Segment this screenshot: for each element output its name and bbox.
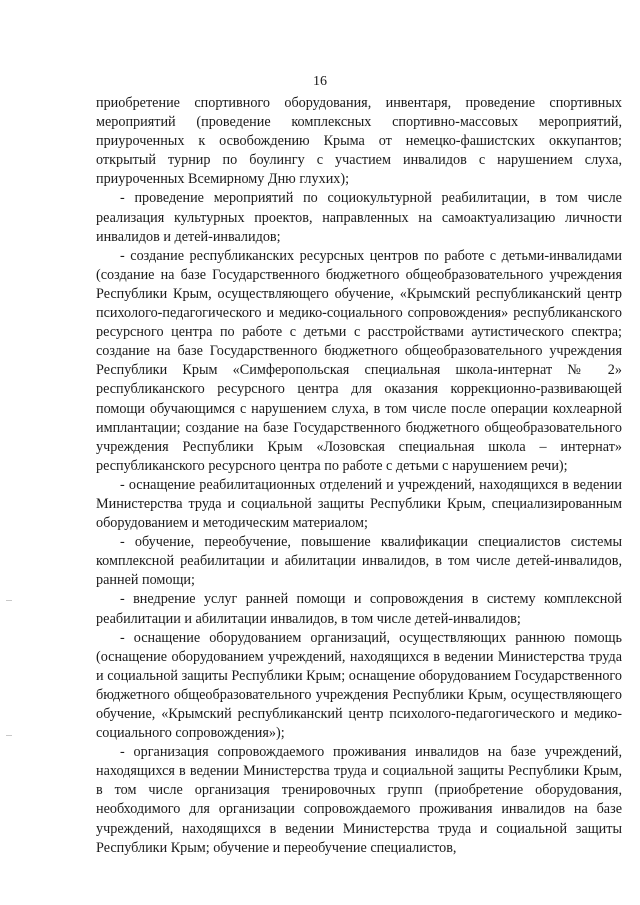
paragraph-sociocultural-rehabilitation: - проведение мероприятий по социокультурной реабилитации, в том числе реализация культурных проектов, направленных на самоактуализацию личности инвалидов и детей-инвалидов; xyxy=(96,190,622,245)
paragraph-specialist-training: - обучение, переобучение, повышение квалификации специалистов системы комплексной реабилитации и абилитации инвалидов, в том числе детей-инвалидов, ранней помощи; xyxy=(96,534,622,589)
paragraph-early-help-equipment: - оснащение оборудованием организаций, осуществляющих раннюю помощь (оснащение оборудованием учреждений, находящихся в ведении Министерства труда и социальной защиты Республики Крым; оснащение оборудованием Государственного бюджетного общеобразовательного учреждения Республики Крым, осуществляющего обучение, «Крымский республиканский центр психолого-педагогического и медико-социального сопровождения»); xyxy=(96,629,622,742)
scan-artifact xyxy=(6,735,12,736)
paragraph-resource-centers: - создание республиканских ресурсных центров по работе с детьми-инвалидами (создание на базе Государственного бюджетного общеобразовательного учреждения Республики Крым, осуществляющего обучение, «Крымский республиканский центр психолого-педагогического и медико-социального сопровождения» республиканского ресурсного центра по работе с детьми с расстройствами аутистического спектра; создание на базе Государственного бюджетного общеобразовательного учреждения Республики Крым «Симферопольская специальная школа-интернат № 2» республиканского ресурсного центра для оказания коррекционно-развивающей помощи обучающимся с нарушением слуха, в том числе после операции кохлеарной имплантации; создание на базе Государственного бюджетного общеобразовательного учреждения Республики Крым «Лозовская специальная школа – интернат» республиканского ресурсного центра по работе с детьми с нарушением речи); xyxy=(96,247,622,474)
page-number: 16 xyxy=(313,74,327,89)
paragraph-rehabilitation-equipment: - оснащение реабилитационных отделений и учреждений, находящихся в ведении Министерства труда и социальной защиты Республики Крым, специализированным оборудованием и методическим материалом; xyxy=(96,476,622,532)
scan-artifact xyxy=(6,600,12,601)
page-body xyxy=(96,94,622,858)
paragraph-sports-equipment: приобретение спортивного оборудования, инвентаря, проведение спортивных мероприятий (проведение комплексных спортивно-массовых мероприятий, приуроченных к освобождению Крыма от немецко-фашистских оккупантов; открытый турнир по боулингу с участием инвалидов с нарушением слуха, приуроченных Всемирному Дню глухих); xyxy=(96,95,622,188)
paragraph-supported-living: - организация сопровождаемого проживания инвалидов на базе учреждений, находящихся в ведении Министерства труда и социальной защиты Республики Крым, в том числе организация тренировочных групп (приобретение оборудования, необходимого для организации сопровождаемого проживания инвалидов на базе учреждений, находящихся в ведении Министерства труда и социальной защиты Республики Крым; обучение и переобучение специалистов, xyxy=(96,744,622,856)
paragraph-early-help-services: - внедрение услуг ранней помощи и сопровождения в систему комплексной реабилитации и абилитации инвалидов, в том числе детей-инвалидов; xyxy=(96,591,622,627)
